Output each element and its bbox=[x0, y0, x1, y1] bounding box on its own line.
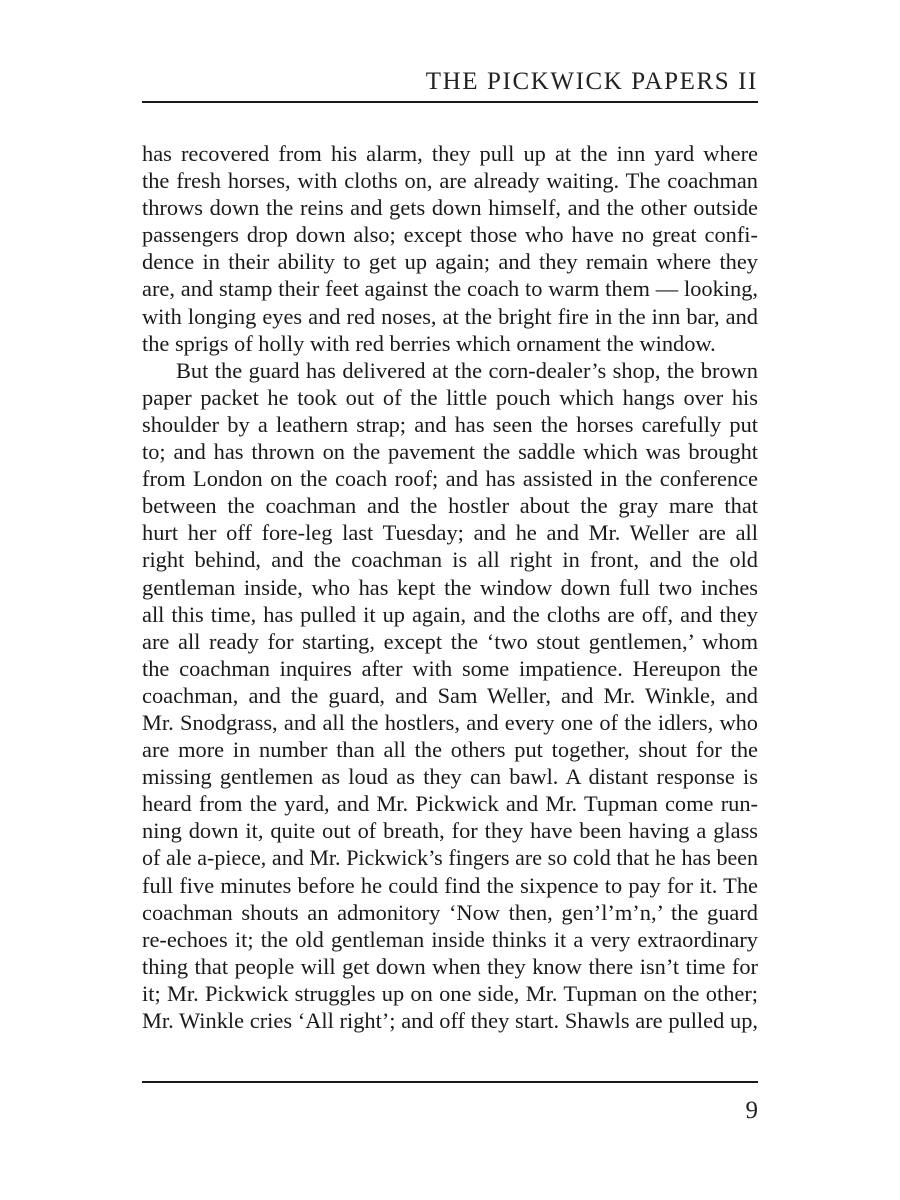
text-line: of ale a-piece, and Mr. Pickwick’s fingers are so cold that he has been bbox=[142, 845, 758, 871]
text-line: to; and has thrown on the pavement the saddle which was brought bbox=[142, 439, 758, 465]
footer-rule bbox=[142, 1081, 758, 1083]
text-line: shoulder by a leathern strap; and has seen the horses carefully put bbox=[142, 411, 758, 437]
text-line: Mr. Snodgrass, and all the hostlers, and every one of the idlers, who bbox=[142, 709, 758, 735]
text-line: the sprigs of holly with red berries which ornament the window. bbox=[142, 330, 716, 356]
text-line: with longing eyes and red noses, at the bright fire in the inn bar, and bbox=[142, 303, 758, 329]
text-line: the fresh horses, with cloths on, are already waiting. The coachman bbox=[142, 168, 758, 194]
text-line: throws down the reins and gets down himself, and the other outside bbox=[142, 195, 758, 221]
text-line: all this time, has pulled it up again, and the cloths are off, and they bbox=[142, 601, 758, 627]
text-line: coachman, and the guard, and Sam Weller, and Mr. Winkle, and bbox=[142, 682, 758, 708]
text-line: hurt her off fore-leg last Tuesday; and he and Mr. Weller are all bbox=[142, 520, 758, 546]
text-line: are all ready for starting, except the ‘two stout gentlemen,’ whom bbox=[142, 628, 758, 654]
text-line: are, and stamp their feet against the coach to warm them — looking, bbox=[142, 276, 758, 302]
text-line: But the guard has delivered at the corn-dealer’s shop, the brown bbox=[176, 357, 758, 383]
paragraph-2 bbox=[142, 357, 758, 1034]
text-line: gentleman inside, who has kept the window down full two inches bbox=[142, 574, 758, 600]
text-line: coachman shouts an admonitory ‘Now then, gen’l’m’n,’ the guard bbox=[142, 899, 758, 925]
text-line: thing that people will get down when they know there isn’t time for bbox=[142, 953, 758, 979]
text-line: between the coachman and the hostler about the gray mare that bbox=[142, 493, 758, 519]
text-line: ning down it, quite out of breath, for they have been having a glass bbox=[142, 818, 758, 844]
text-line: has recovered from his alarm, they pull up at the inn yard where bbox=[142, 141, 758, 166]
text-line: heard from the yard, and Mr. Pickwick and Mr. Tupman come run- bbox=[142, 791, 758, 817]
text-line: from London on the coach roof; and has assisted in the conference bbox=[142, 466, 758, 492]
text-line: the coachman inquires after with some impatience. Hereupon the bbox=[142, 655, 758, 681]
text-line: re-echoes it; the old gentleman inside thinks it a very extraordinary bbox=[142, 926, 758, 952]
text-line: missing gentlemen as loud as they can bawl. A distant response is bbox=[142, 764, 758, 790]
text-line: passengers drop down also; except those who have no great confi- bbox=[142, 222, 758, 248]
text-line: it; Mr. Pickwick struggles up on one side, Mr. Tupman on the other; bbox=[142, 980, 758, 1006]
body-text bbox=[142, 140, 758, 1034]
page-number: 9 bbox=[745, 1097, 758, 1124]
text-line: paper packet he took out of the little pouch which hangs over his bbox=[142, 384, 758, 410]
header-rule bbox=[142, 101, 758, 103]
text-line: Mr. Winkle cries ‘All right’; and off they start. Shawls are pulled up, bbox=[142, 1008, 758, 1033]
text-line: right behind, and the coachman is all right in front, and the old bbox=[142, 547, 758, 573]
text-line: dence in their ability to get up again; and they remain where they bbox=[142, 249, 758, 275]
text-line: full five minutes before he could find the sixpence to pay for it. The bbox=[142, 872, 758, 898]
text-line: are more in number than all the others put together, shout for the bbox=[142, 737, 758, 763]
running-head: THE PICKWICK PAPERS II bbox=[425, 68, 758, 95]
paragraph-1 bbox=[142, 140, 758, 357]
